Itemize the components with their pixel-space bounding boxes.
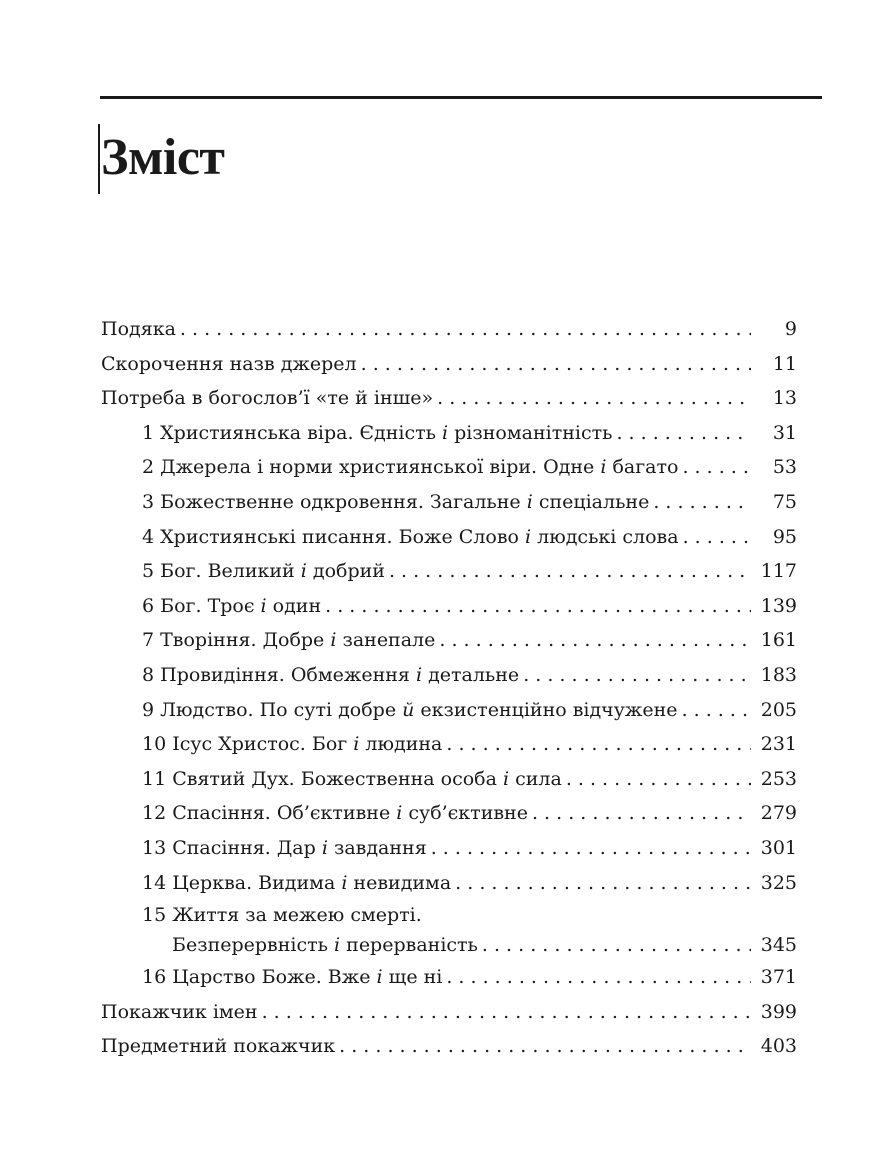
dot-leader (389, 554, 751, 589)
toc-entry-title (142, 796, 528, 831)
toc-entry-title (142, 727, 442, 762)
toc-entry-title-text: невидима (347, 871, 452, 894)
toc-entry-title-text: ще ні (382, 966, 443, 989)
toc-entry-title (142, 589, 321, 624)
toc-entry-title-text: суб’єктивне (402, 802, 528, 825)
toc-entry[interactable] (101, 727, 797, 762)
toc-page-number: 161 (760, 629, 797, 652)
toc-entry-title (101, 347, 357, 382)
toc-entry-conjunction: і (300, 560, 307, 583)
toc-entry-title-text: занепале (336, 629, 436, 652)
toc-entry-title-text: багато (606, 456, 679, 479)
dot-leader (325, 589, 751, 624)
toc-entry-conjunction: і (415, 663, 423, 686)
toc-page-number: 117 (760, 560, 797, 583)
toc-entry-title-text: 12 Спасіння. Об’єктивне (142, 802, 397, 825)
toc-entry[interactable] (101, 1029, 797, 1064)
toc-entry-title (142, 960, 442, 995)
toc-entry[interactable] (101, 381, 797, 416)
toc-entry-title-text: 7 Творіння. Добре (142, 629, 331, 652)
toc-entry-title (101, 312, 176, 347)
toc-entry-title (142, 831, 427, 866)
toc-page-number: 403 (760, 1035, 797, 1058)
toc-entry-title-text: добрий (306, 560, 385, 583)
toc-entry[interactable] (101, 693, 797, 728)
toc-entry-title (172, 930, 478, 960)
toc-entry[interactable] (101, 960, 797, 995)
dot-leader (180, 312, 751, 347)
toc-entry-title (142, 485, 649, 520)
toc-entry-title-text: спеціальне (532, 490, 650, 513)
dot-leader (682, 693, 751, 728)
toc-entry-conjunction: і (330, 629, 337, 652)
toc-entry-title-text: 11 Святий Дух. Божественна особа (142, 767, 503, 790)
toc-entry-title (142, 693, 678, 728)
toc-entry[interactable] (101, 485, 797, 520)
toc-entry[interactable] (101, 623, 797, 658)
toc-entry-title-text: 9 Людство. По суті добре (142, 698, 403, 721)
title-marker (98, 124, 100, 194)
toc-page-number: 139 (760, 594, 797, 617)
toc-entry-title (142, 450, 678, 485)
toc-entry-title (142, 623, 435, 658)
toc-entry-multiline-second[interactable] (101, 930, 797, 960)
toc-entry-title-text: 13 Спасіння. Дар (142, 836, 322, 859)
toc-entry-conjunction: і (341, 871, 348, 894)
toc-entry[interactable] (101, 658, 797, 693)
toc-page-number: 9 (784, 318, 797, 340)
toc-entry-title (142, 554, 385, 589)
toc-entry-title-text: 16 Царство Боже. Вже (142, 966, 377, 989)
table-of-contents (101, 312, 797, 1064)
toc-entry-conjunction: і (260, 594, 267, 617)
toc-entry-title (142, 520, 679, 555)
dot-leader (437, 381, 751, 416)
toc-entry[interactable] (101, 312, 797, 347)
toc-entry-title (142, 866, 451, 901)
toc-entry-title-text: перерваність (340, 934, 478, 957)
toc-entry-title-text: Безперервність (172, 934, 335, 957)
toc-page-number: 231 (760, 733, 797, 756)
toc-entry-title-text: людські слова (531, 525, 679, 548)
toc-entry-title-text: Предметний покажчик (101, 1035, 336, 1058)
toc-entry[interactable] (101, 995, 797, 1030)
toc-entry-title-text: 6 Бог. Троє (142, 594, 261, 617)
toc-entry-title-text: 4 Християнські писання. Боже Слово (142, 525, 525, 548)
toc-page-number: 13 (772, 387, 797, 410)
toc-entry-title-text: один (266, 594, 322, 617)
toc-entry[interactable] (101, 866, 797, 901)
top-rule (100, 96, 822, 99)
toc-entry-title-text: 1 Християнська віра. Єдність (142, 421, 443, 444)
toc-entry-conjunction: і (353, 733, 360, 756)
toc-entry-title-text: Скорочення назв джерел (101, 352, 357, 375)
toc-entry[interactable] (101, 520, 797, 555)
toc-entry-title (101, 995, 258, 1030)
toc-entry[interactable] (101, 450, 797, 485)
toc-entry-title (142, 762, 562, 797)
toc-entry-title (101, 1029, 335, 1064)
dot-leader (446, 727, 751, 762)
toc-entry-title (142, 658, 519, 693)
dot-leader (446, 960, 751, 995)
toc-entry-conjunction: і (334, 934, 341, 957)
dot-leader (431, 831, 751, 866)
dot-leader (682, 450, 751, 485)
toc-entry-title-text: Потреба в богослов’ї «те й інше» (101, 387, 434, 410)
toc-entry-title: 15 Життя за межею смерті. (142, 904, 422, 927)
toc-entry-title-text: 10 Ісус Христос. Бог (142, 733, 354, 756)
toc-entry-title-text: 14 Церква. Видима (142, 871, 342, 894)
toc-entry-title-text: сила (509, 767, 562, 790)
dot-leader (532, 796, 751, 831)
toc-entry[interactable] (101, 762, 797, 797)
toc-entry-title-text: 8 Провидіння. Обмеження (142, 663, 416, 686)
toc-entry-title-text: завдання (327, 836, 427, 859)
toc-page-number: 11 (772, 352, 797, 375)
toc-page-number: 183 (760, 663, 797, 686)
toc-entry[interactable] (101, 554, 797, 589)
toc-entry-conjunction: і (526, 490, 533, 513)
dot-leader (566, 762, 751, 797)
toc-page-number: 205 (760, 698, 797, 721)
toc-page-number: 95 (772, 525, 797, 548)
toc-entry-conjunction: і (376, 966, 383, 989)
toc-entry[interactable] (101, 831, 797, 866)
toc-page-number: 345 (760, 934, 797, 957)
dot-leader (361, 347, 751, 382)
toc-entry-title-text: екзистенційно відчужене (414, 698, 678, 721)
toc-entry-conjunction: і (396, 802, 403, 825)
toc-entry-conjunction: і (502, 767, 510, 790)
toc-entry-title-text: Подяка (101, 318, 176, 340)
toc-page-number: 399 (760, 1000, 797, 1023)
toc-entry-title-text: 5 Бог. Великий (142, 560, 301, 583)
toc-page-number: 53 (772, 456, 797, 479)
toc-entry-multiline-first[interactable] (101, 900, 797, 930)
toc-entry-title-text: 2 Джерела і норми християнської віри. Одне (142, 456, 601, 479)
toc-page-number: 253 (760, 767, 797, 790)
toc-entry-title-text: людина (359, 733, 443, 756)
toc-entry-title-text: 3 Божественне одкровення. Загальне (142, 490, 527, 513)
toc-entry[interactable] (101, 589, 797, 624)
toc-entry-conjunction: і (442, 421, 449, 444)
page-title: Зміст (101, 129, 225, 186)
dot-leader (616, 416, 751, 451)
dot-leader (683, 520, 751, 555)
toc-entry[interactable] (101, 416, 797, 451)
dot-leader (262, 995, 751, 1030)
toc-page-number: 325 (760, 871, 797, 894)
toc-entry[interactable] (101, 796, 797, 831)
toc-page-number: 301 (760, 836, 797, 859)
dot-leader (653, 485, 751, 520)
toc-entry-conjunction: й (402, 698, 415, 721)
dot-leader (523, 658, 751, 693)
toc-page-number: 279 (760, 802, 797, 825)
toc-entry-conjunction: і (321, 836, 328, 859)
toc-page-number: 371 (760, 966, 797, 989)
dot-leader (482, 930, 751, 960)
toc-entry-title-text: детальне (422, 663, 520, 686)
toc-entry-title-text: різноманітність (448, 421, 613, 444)
toc-entry-title-text: Покажчик імен (101, 1000, 258, 1023)
toc-entry-title (142, 416, 612, 451)
toc-entry-conjunction: і (600, 456, 607, 479)
dot-leader (339, 1029, 751, 1064)
toc-page-number: 75 (772, 490, 797, 513)
dot-leader (439, 623, 751, 658)
toc-entry[interactable] (101, 347, 797, 382)
toc-entry-title (101, 381, 433, 416)
dot-leader (455, 866, 751, 901)
toc-page-number: 31 (772, 421, 797, 444)
toc-entry-conjunction: і (525, 525, 532, 548)
